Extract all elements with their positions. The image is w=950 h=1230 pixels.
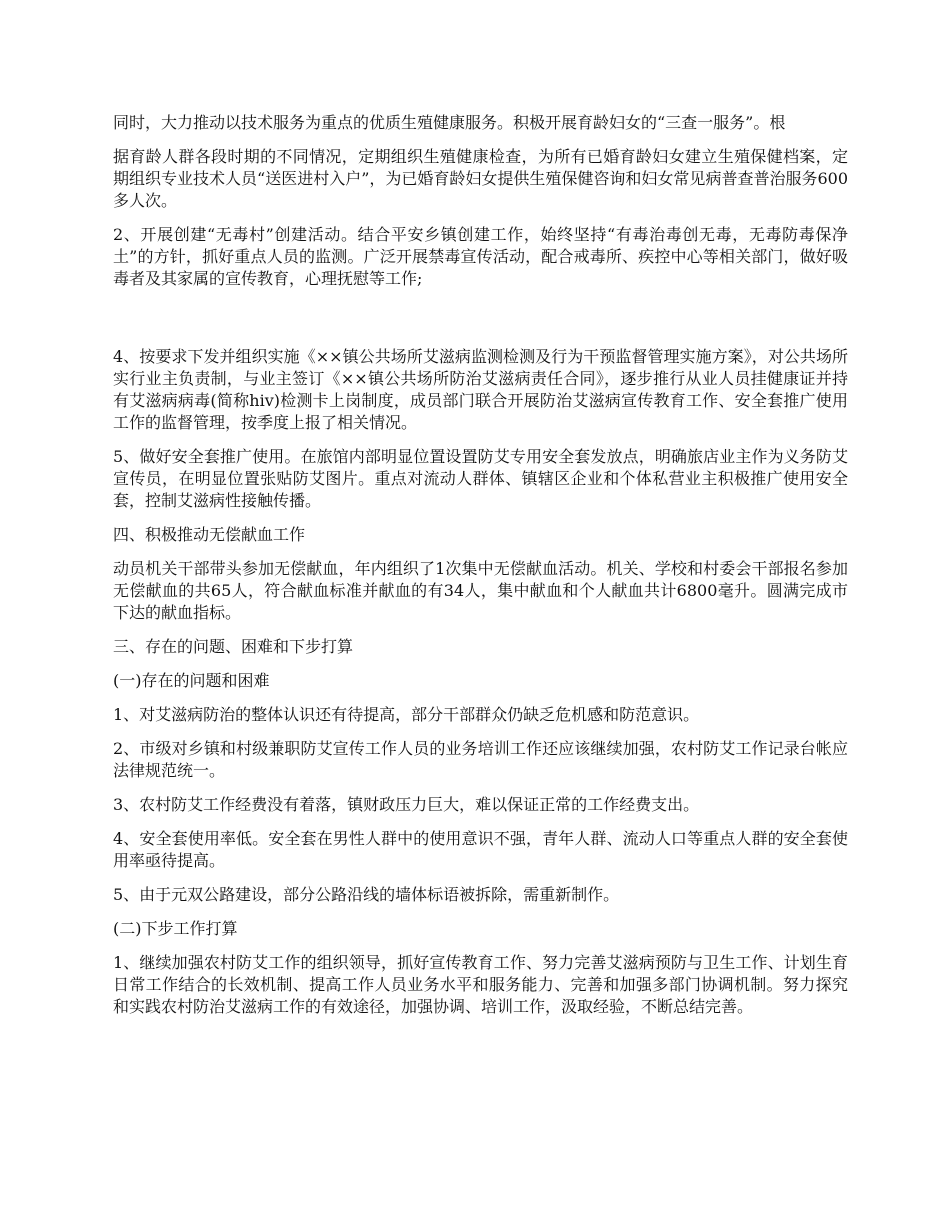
problem-item-5: 5、由于元双公路建设，部分公路沿线的墙体标语被拆除，需重新制作。 xyxy=(113,885,620,904)
paragraph-blood-donation: 动员机关干部带头参加无偿献血，年内组织了1次集中无偿献血活动。机关、学校和村委会干部报名参加无偿献血的共65人，符合献血标准并献血的有34人，集中献血和个人献血共计6800毫升。圆满完成市下达的献血指标。 xyxy=(113,559,848,622)
next-step-item-1: 1、继续加强农村防艾工作的组织领导，抓好宣传教育工作、努力完善艾滋病预防与卫生工作、计划生育日常工作结合的长效机制、提高工作人员业务水平和服务能力、完善和加强多部门协调机制。努力探究和实践农村防治艾滋病工作的有效途径，加强协调、培训工作，汲取经验，不断总结完善。 xyxy=(113,953,848,1016)
subheading-problems: (一)存在的问题和困难 xyxy=(113,671,270,690)
problem-item-2: 2、市级对乡镇和村级兼职防艾宣传工作人员的业务培训工作还应该继续加强，农村防艾工作记录台帐应法律规范统一。 xyxy=(113,739,848,780)
paragraph-drug-free-village: 2、开展创建“无毒村”创建活动。结合平安乡镇创建工作，始终坚持“有毒治毒创无毒，无毒防毒保净土”的方针，抓好重点人员的监测。广泛开展禁毒宣传活动，配合戒毒所、疾控中心等相关部门，做好吸毒者及其家属的宣传教育，心理抚慰等工作; xyxy=(113,225,848,288)
heading-blood-donation: 四、积极推动无偿献血工作 xyxy=(113,525,306,544)
paragraph-condom-promotion: 5、做好安全套推广使用。在旅馆内部明显位置设置防艾专用安全套发放点，明确旅店业主作为义务防艾宣传员，在明显位置张贴防艾图片。重点对流动人群体、镇辖区企业和个体私营业主积极推广使用安全套，控制艾滋病性接触传播。 xyxy=(113,447,848,510)
paragraph-service-intro: 同时，大力推动以技术服务为重点的优质生殖健康服务。积极开展育龄妇女的“三查一服务”。根 xyxy=(113,113,786,132)
heading-problems-and-plans: 三、存在的问题、困难和下步打算 xyxy=(113,637,354,656)
paragraph-reproductive-health: 据育龄人群各段时期的不同情况，定期组织生殖健康检查，为所有已婚育龄妇女建立生殖保健档案，定期组织专业技术人员“送医进村入户”，为已婚育龄妇女提供生殖保健咨询和妇女常见病普查普治服务600多人次。 xyxy=(113,147,848,210)
problem-item-1: 1、对艾滋病防治的整体认识还有待提高，部分干部群众仍缺乏危机感和防范意识。 xyxy=(113,705,700,724)
paragraph-public-places-aids: 4、按要求下发并组织实施《××镇公共场所艾滋病监测检测及行为干预监督管理实施方案》，对公共场所实行业主负责制，与业主签订《××镇公共场所防治艾滋病责任合同》，逐步推行从业人员挂健康证并持有艾滋病病毒(简称hiv)检测卡上岗制度，成员部门联合开展防治艾滋病宣传教育工作、安全套推广使用工作的监督管理，按季度上报了相关情况。 xyxy=(113,347,848,432)
subheading-next-steps: (二)下步工作打算 xyxy=(113,919,238,938)
problem-item-4: 4、安全套使用率低。安全套在男性人群中的使用意识不强，青年人群、流动人口等重点人群的安全套使用率亟待提高。 xyxy=(113,829,848,870)
problem-item-3: 3、农村防艾工作经费没有着落，镇财政压力巨大，难以保证正常的工作经费支出。 xyxy=(113,795,700,814)
document-body xyxy=(113,112,848,1030)
